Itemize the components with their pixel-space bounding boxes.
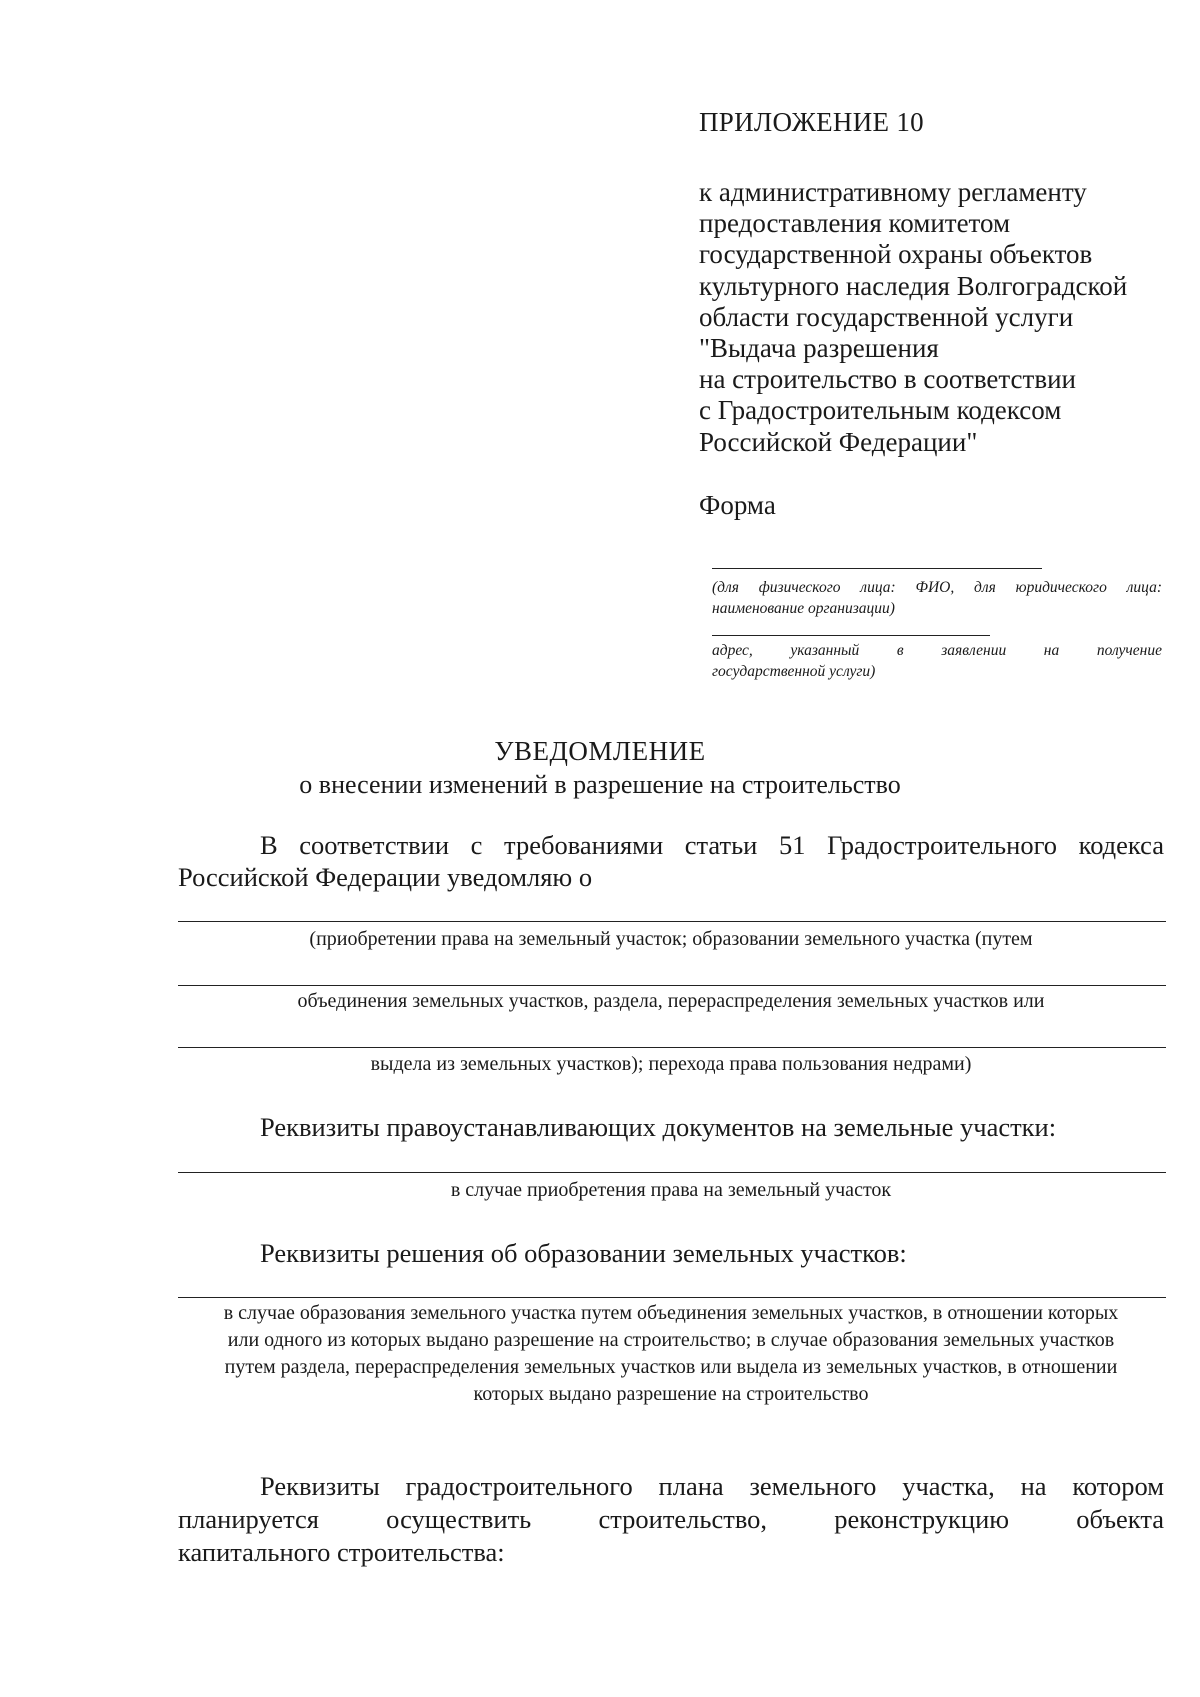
hint-title-documents: в случае приобретения права на земельный участок (450, 1179, 892, 1201)
appendix-reference-text: к административному регламенту предоставления комитетом государственной охраны объектов культурного наследия Волгоградской области государственной услуги "Выдача разрешения на строительство в соответствии с Градостроительным кодексом Российской Федерации" (699, 177, 1128, 457)
heading-title-documents: Реквизиты правоустанавливающих документов на земельные участки: (260, 1112, 1057, 1142)
hint-line-2: объединения земельных участков, раздела, перераспределения земельных участков или (297, 990, 1045, 1012)
hint-formation-decision: в случае образования земельного участка путем объединения земельных участков, в отношении которых или одного из которых выдано разрешение на строительство; в случае образования земельных участков путем раздела, перераспределения земельных участков или выдела из земельных участков, в отношении которых выдано разрешение на строительство (223, 1302, 1119, 1405)
fill-line-3 (178, 1047, 1166, 1048)
fill-line-formation-decision (178, 1297, 1166, 1298)
form-label: Форма (699, 490, 776, 520)
notice-subtitle: о внесении изменений в разрешение на строительство (299, 770, 901, 799)
recipient-address-hint-line2: государственной услуги) (712, 663, 876, 680)
recipient-name-line (712, 568, 1042, 569)
recipient-address-hint-line1: адрес, указанный в заявлении на получение (712, 642, 1162, 659)
recipient-block (712, 568, 1162, 682)
hint-line-3: выдела из земельных участков); перехода права пользования недрами) (370, 1053, 972, 1075)
fill-line-title-documents (178, 1172, 1166, 1173)
gpzu-line-2: планируется осуществить строительство, реконструкцию объекта (178, 1504, 1164, 1534)
appendix-title: ПРИЛОЖЕНИЕ 10 (699, 107, 924, 137)
gpzu-line-3: капитального строительства: (178, 1537, 505, 1567)
recipient-name-hint: (для физического лица: ФИО, для юридического лица: наименование организации) (712, 579, 1162, 617)
heading-formation-decision: Реквизиты решения об образовании земельных участков: (260, 1238, 907, 1268)
recipient-address-line (712, 635, 990, 636)
notice-title: УВЕДОМЛЕНИЕ (494, 736, 706, 766)
intro-paragraph: В соответствии с требованиями статьи 51 Градостроительного кодекса Российской Федерации уведомляю о (178, 830, 1164, 892)
fill-line-2 (178, 985, 1166, 986)
hint-line-1: (приобретении права на земельный участок; образовании земельного участка (путем (309, 928, 1033, 950)
appendix-block (699, 105, 1169, 520)
gpzu-paragraph (178, 1470, 1164, 1569)
gpzu-line-1: Реквизиты градостроительного плана земельного участка, на котором (260, 1471, 1164, 1501)
fill-line-1 (178, 921, 1166, 922)
